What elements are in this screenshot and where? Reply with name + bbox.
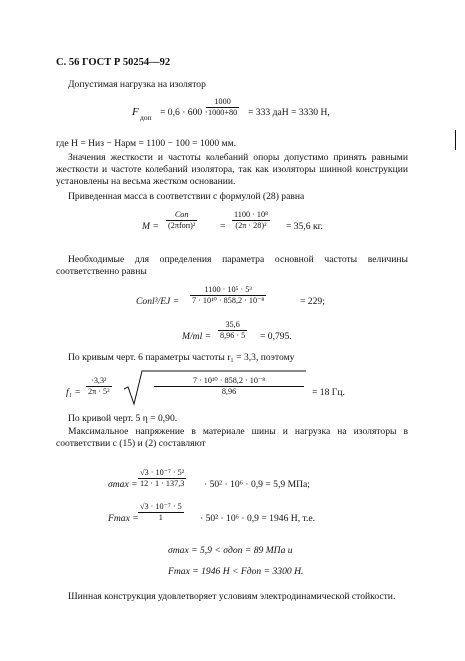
formula-fraction	[86, 376, 112, 398]
formula-fraction	[138, 468, 186, 490]
fraction-denominator: 8,96 · 5	[220, 331, 246, 341]
formula-fraction	[190, 285, 266, 307]
formula-text: Fmax = 1946 Н < Fдоп = 3300 Н.	[168, 566, 304, 577]
fraction-numerator: ·3,3²	[91, 376, 107, 385]
formula-text: = 35,6 кг.	[286, 221, 323, 232]
formula-subscript: доп	[140, 113, 152, 122]
fraction-numerator: 1000	[214, 97, 231, 106]
formula-text: σmax = 5,9 < σдоп = 89 МПа и	[168, 545, 293, 556]
fraction-numerator: √3 · 10⁻⁷ · 5	[140, 502, 182, 511]
formula-text: = 0,795.	[260, 331, 292, 342]
formula-text: Cопl³/EJ =	[136, 296, 180, 307]
text-line: По кривым черт. 6 параметры частоты r₁ = 3,3, поэтому	[68, 352, 295, 363]
formula-fraction	[206, 97, 239, 119]
formula-text: Fmax =	[108, 513, 139, 524]
formula-text: M/ml =	[182, 331, 212, 342]
square-root	[124, 370, 306, 406]
paragraph: Шинная конструкция удовлетворяет условиям электродинамической стойкости.	[68, 591, 396, 602]
paragraph: Значения жесткости и частоты колебаний опоры допустимо принять равными жесткости и частоте колебаний изолятора, так как изоляторы шинной конструкции установлены на весьма жестком основании.	[56, 152, 408, 187]
formula-text: = 18 Гц.	[312, 387, 345, 398]
fraction-numerator: √3 · 10⁻⁷ · 5²	[140, 468, 185, 477]
text-line: По кривой черт. 5 η = 0,90.	[68, 413, 178, 424]
formula-text: σmax =	[108, 479, 138, 490]
formula-text: = 0,6 · 600 ·	[160, 107, 208, 118]
paragraph: Необходимые для определения параметра основной частоты величины соответственно равны	[56, 254, 408, 277]
fraction-denominator: 8,96	[221, 387, 237, 397]
fraction-numerator: 1100 · 10⁸	[234, 210, 268, 219]
fraction-denominator: (2π · 28)²	[235, 221, 267, 231]
formula-fraction	[138, 502, 184, 524]
fraction-denominator: 12 · 1 · 137,3	[140, 479, 185, 489]
fraction-denominator: 1	[158, 513, 163, 523]
fraction-numerator: Cоп	[174, 210, 189, 219]
formula-fraction	[218, 320, 247, 342]
margin-mark	[455, 130, 456, 150]
fraction-denominator: 7 · 10¹⁰ · 858,2 · 10⁻⁸	[192, 296, 265, 306]
formula-fraction	[166, 210, 197, 232]
fraction-denominator: 1000+80	[208, 108, 238, 118]
fraction-denominator: (2πfоп)²	[168, 221, 196, 231]
formula-text: M =	[142, 221, 159, 232]
formula-text: · 50² · 10⁶ · 0,9 = 1946 Н, т.е.	[200, 513, 316, 524]
page-header: С. 56 ГОСТ Р 50254—92	[56, 57, 171, 68]
formula-fraction	[232, 210, 270, 232]
paragraph: Максимальное напряжение в материале шины и нагрузка на изоляторы в соответствии с (15) и (2) составляют	[56, 426, 408, 449]
formula-fraction	[154, 376, 304, 398]
formula-text: = 229;	[300, 296, 325, 307]
formula-symbol: F	[132, 106, 139, 118]
formula-text: f₁ =	[66, 387, 81, 398]
fraction-numerator: 35,6	[225, 320, 240, 329]
fraction-denominator: 2π · 5²	[88, 387, 110, 397]
fraction-numerator: 7 · 10¹⁰ · 858,2 · 10⁻⁸	[192, 376, 266, 385]
text-line: где H = Hиз − Hарм = 1100 − 100 = 1000 мм.	[56, 138, 237, 149]
formula-text: =	[220, 221, 226, 232]
text-line: Приведенная масса в соответствии с формулой (28) равна	[68, 191, 305, 202]
text-line: Допустимая нагрузка на изолятор	[68, 79, 206, 90]
formula-text: · 50² · 10⁶ · 0,9 = 5,9 МПа;	[204, 479, 310, 490]
formula-text: = 333 даН = 3330 Н,	[248, 107, 330, 118]
fraction-numerator: 1100 · 10⁵ · 5³	[204, 285, 252, 294]
